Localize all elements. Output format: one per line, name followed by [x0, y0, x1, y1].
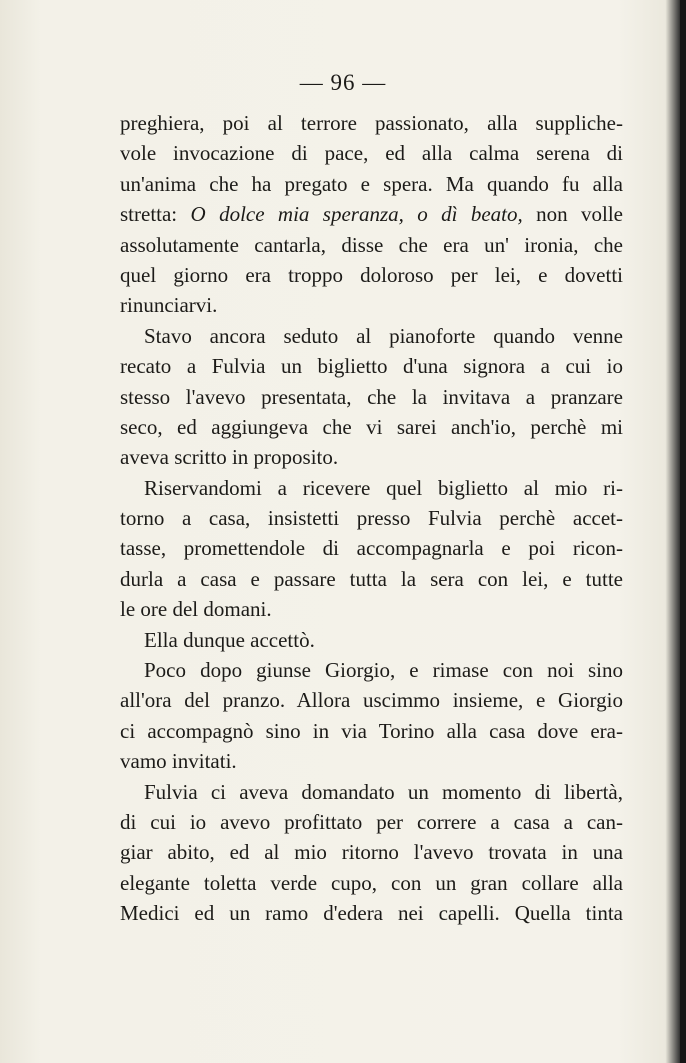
- text-segment: durla a casa e passare tutta la sera con lei, e tutte: [120, 566, 623, 591]
- text-line: [120, 473, 623, 503]
- text-segment: le ore del domani.: [120, 597, 272, 622]
- text-segment: Poco dopo giunse Giorgio, e rimase con noi sino: [144, 658, 623, 683]
- paragraph: [120, 473, 623, 625]
- text-segment: stesso l'avevo presentata, che la invitava a pranzare: [120, 384, 623, 409]
- text-segment: elegante toletta verde cupo, con un gran collare alla: [120, 870, 623, 895]
- text-line: [120, 108, 623, 138]
- text-line: [120, 290, 623, 320]
- text-segment: di cui io avevo profittato per correre a casa a can-: [120, 809, 623, 834]
- text-segment: seco, ed aggiungeva che vi sarei anch'io, perchè mi: [120, 414, 623, 439]
- text-segment: all'ora del pranzo. Allora uscimmo insieme, e Giorgio: [120, 688, 623, 713]
- text-segment: vole invocazione di pace, ed alla calma serena di: [120, 141, 623, 166]
- text-line: [120, 230, 623, 260]
- text-line: [120, 594, 623, 624]
- text-line: [120, 777, 623, 807]
- text-segment: vamo invitati.: [120, 749, 237, 774]
- text-line: [120, 260, 623, 290]
- text-segment: preghiera, poi al terrore passionato, alla suppliche-: [120, 111, 623, 135]
- text-line: [120, 442, 623, 472]
- text-segment: Stavo ancora seduto al pianoforte quando venne: [144, 323, 623, 348]
- text-segment: assolutamente cantarla, disse che era un' ironia, che: [120, 232, 623, 257]
- text-segment: Fulvia ci aveva domandato un momento di libertà,: [144, 779, 623, 804]
- text-line: [120, 138, 623, 168]
- page-number: — 96 —: [299, 70, 387, 95]
- text-segment: ci accompagnò sino in via Torino alla casa dove era-: [120, 718, 623, 743]
- text-line: [120, 321, 623, 351]
- text-segment: Riservandomi a ricevere quel biglietto al mio ri-: [144, 475, 623, 500]
- paragraph: [120, 777, 623, 929]
- body-text: [120, 108, 623, 929]
- paragraph: [120, 625, 623, 655]
- text-segment: Medici ed un ramo d'edera nei capelli. Quella tinta: [120, 901, 623, 926]
- text-segment: tasse, promettendole di accompagnarla e poi ricon-: [120, 536, 623, 561]
- text-segment: rinunciarvi.: [120, 293, 218, 318]
- text-line: [120, 746, 623, 776]
- text-line: [120, 868, 623, 898]
- text-line: [120, 716, 623, 746]
- text-line: [120, 564, 623, 594]
- text-line: [120, 898, 623, 928]
- text-line: [120, 503, 623, 533]
- paragraph: [120, 655, 623, 777]
- paragraph: [120, 108, 623, 321]
- text-line: [120, 533, 623, 563]
- text-segment: quel giorno era troppo doloroso per lei, e dovetti: [120, 262, 623, 287]
- text-line: [120, 685, 623, 715]
- text-line: [120, 351, 623, 381]
- text-line: [120, 199, 623, 229]
- text-segment: un'anima che ha pregato e spera. Ma quando fu alla: [120, 171, 623, 196]
- text-line: [120, 625, 623, 655]
- text-segment: aveva scritto in proposito.: [120, 445, 339, 470]
- text-line: [120, 169, 623, 199]
- text-segment: Ella dunque accettò.: [144, 627, 315, 652]
- text-segment: recato a Fulvia un biglietto d'una signora a cui io: [120, 354, 623, 379]
- text-line: [120, 837, 623, 867]
- text-segment: giar abito, ed al mio ritorno l'avevo trovata in una: [120, 840, 623, 865]
- text-segment: non volle: [522, 202, 623, 227]
- italic-quote: O dolce mia speranza, o dì beato,: [190, 202, 523, 227]
- text-line: [120, 655, 623, 685]
- text-segment: stretta:: [120, 202, 191, 227]
- text-line: [120, 412, 623, 442]
- text-segment: torno a casa, insistetti presso Fulvia perchè accet-: [120, 506, 623, 531]
- text-line: [120, 382, 623, 412]
- text-line: [120, 807, 623, 837]
- page-edge-shadow: [680, 0, 686, 1063]
- paragraph: [120, 321, 623, 473]
